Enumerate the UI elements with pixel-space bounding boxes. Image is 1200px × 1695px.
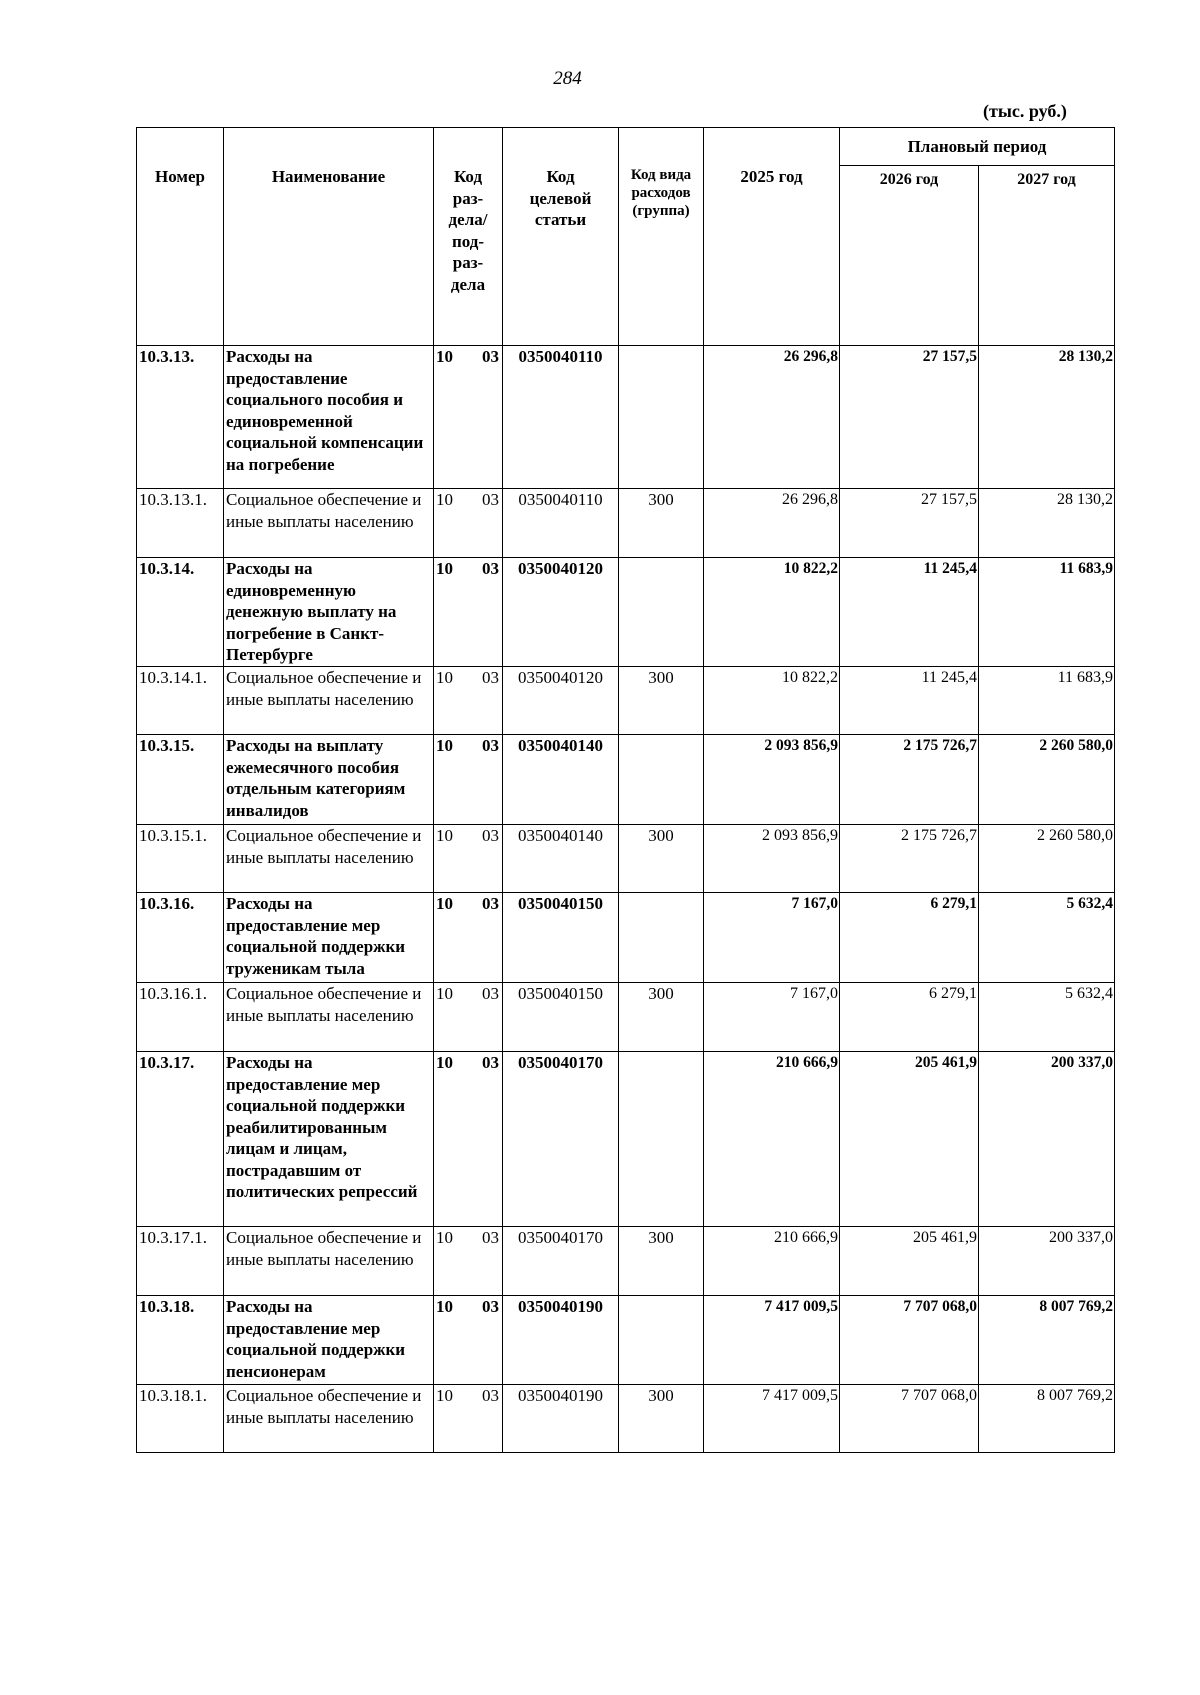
table-row	[137, 1227, 1115, 1296]
row-value-2026: 27 157,5	[840, 346, 979, 489]
header-2026: 2026 год	[840, 166, 979, 346]
row-name: Социальное обеспечение и иные выплаты населению	[224, 667, 434, 735]
row-target-code: 0350040170	[503, 1052, 619, 1227]
row-name: Расходы на единовременную денежную выплату на погребение в Санкт-Петербурге	[224, 558, 434, 667]
row-name: Социальное обеспечение и иные выплаты населению	[224, 489, 434, 558]
row-razdel-code	[434, 346, 503, 489]
row-number: 10.3.17.	[137, 1052, 224, 1227]
row-value-2027: 11 683,9	[979, 667, 1115, 735]
razdel-code: 10	[436, 1053, 453, 1072]
row-razdel-code	[434, 1296, 503, 1385]
row-target-code: 0350040190	[503, 1296, 619, 1385]
table-row	[137, 346, 1115, 489]
row-razdel-code	[434, 1227, 503, 1296]
table-row	[137, 489, 1115, 558]
row-target-code: 0350040120	[503, 667, 619, 735]
razdel-code: 10	[436, 894, 453, 913]
table-row	[137, 667, 1115, 735]
table-row	[137, 1052, 1115, 1227]
row-value-2026: 7 707 068,0	[840, 1296, 979, 1385]
row-target-code: 0350040150	[503, 893, 619, 983]
row-value-2027: 11 683,9	[979, 558, 1115, 667]
podrazdel-code: 03	[482, 736, 499, 755]
row-expense-type	[619, 346, 704, 489]
razdel-code: 10	[436, 736, 453, 755]
row-razdel-code	[434, 489, 503, 558]
row-number: 10.3.18.1.	[137, 1385, 224, 1453]
row-expense-type	[619, 1296, 704, 1385]
row-value-2026: 2 175 726,7	[840, 735, 979, 825]
row-number: 10.3.14.1.	[137, 667, 224, 735]
row-target-code: 0350040140	[503, 825, 619, 893]
table-body	[137, 346, 1115, 1453]
row-value-2025: 210 666,9	[704, 1227, 840, 1296]
row-target-code: 0350040170	[503, 1227, 619, 1296]
row-value-2025: 10 822,2	[704, 667, 840, 735]
row-value-2025: 2 093 856,9	[704, 735, 840, 825]
row-value-2027: 28 130,2	[979, 489, 1115, 558]
row-name: Социальное обеспечение и иные выплаты населению	[224, 983, 434, 1052]
row-expense-type	[619, 558, 704, 667]
razdel-code: 10	[436, 559, 453, 578]
row-razdel-code	[434, 983, 503, 1052]
table-row	[137, 1296, 1115, 1385]
header-number: Номер	[137, 128, 224, 346]
header-2025: 2025 год	[704, 128, 840, 346]
row-number: 10.3.18.	[137, 1296, 224, 1385]
row-value-2025: 7 167,0	[704, 983, 840, 1052]
podrazdel-code: 03	[482, 559, 499, 578]
row-value-2026: 2 175 726,7	[840, 825, 979, 893]
row-name: Расходы на выплату ежемесячного пособия отдельным категориям инвалидов	[224, 735, 434, 825]
row-expense-type	[619, 735, 704, 825]
row-value-2025: 26 296,8	[704, 489, 840, 558]
row-value-2026: 6 279,1	[840, 893, 979, 983]
row-razdel-code	[434, 825, 503, 893]
podrazdel-code: 03	[482, 894, 499, 913]
row-number: 10.3.15.	[137, 735, 224, 825]
podrazdel-code: 03	[482, 1228, 499, 1247]
row-expense-type	[619, 893, 704, 983]
row-name: Социальное обеспечение и иные выплаты населению	[224, 1227, 434, 1296]
row-number: 10.3.15.1.	[137, 825, 224, 893]
row-razdel-code	[434, 558, 503, 667]
podrazdel-code: 03	[482, 1053, 499, 1072]
row-name: Социальное обеспечение и иные выплаты населению	[224, 1385, 434, 1453]
row-value-2025: 10 822,2	[704, 558, 840, 667]
row-value-2026: 205 461,9	[840, 1052, 979, 1227]
podrazdel-code: 03	[482, 668, 499, 687]
row-value-2026: 27 157,5	[840, 489, 979, 558]
row-value-2027: 5 632,4	[979, 893, 1115, 983]
podrazdel-code: 03	[482, 1297, 499, 1316]
razdel-code: 10	[436, 1297, 453, 1316]
row-razdel-code	[434, 735, 503, 825]
podrazdel-code: 03	[482, 984, 499, 1003]
podrazdel-code: 03	[482, 826, 499, 845]
row-name: Расходы на предоставление мер социальной поддержки труженикам тыла	[224, 893, 434, 983]
razdel-code: 10	[436, 1228, 453, 1247]
row-number: 10.3.16.	[137, 893, 224, 983]
row-razdel-code	[434, 893, 503, 983]
row-value-2027: 2 260 580,0	[979, 735, 1115, 825]
row-expense-type: 300	[619, 489, 704, 558]
budget-table	[136, 127, 1115, 1453]
row-value-2027: 200 337,0	[979, 1227, 1115, 1296]
row-number: 10.3.13.1.	[137, 489, 224, 558]
razdel-code: 10	[436, 347, 453, 366]
table-row	[137, 558, 1115, 667]
row-target-code: 0350040110	[503, 346, 619, 489]
row-expense-type: 300	[619, 825, 704, 893]
row-number: 10.3.16.1.	[137, 983, 224, 1052]
row-number: 10.3.13.	[137, 346, 224, 489]
row-expense-type: 300	[619, 983, 704, 1052]
row-value-2027: 8 007 769,2	[979, 1296, 1115, 1385]
row-target-code: 0350040110	[503, 489, 619, 558]
row-target-code: 0350040150	[503, 983, 619, 1052]
row-value-2026: 6 279,1	[840, 983, 979, 1052]
row-value-2027: 28 130,2	[979, 346, 1115, 489]
row-value-2025: 7 417 009,5	[704, 1296, 840, 1385]
podrazdel-code: 03	[482, 347, 499, 366]
header-plan-period: Плановый период	[840, 128, 1115, 166]
page-number: 284	[553, 68, 582, 89]
table-row	[137, 1385, 1115, 1453]
table-header	[137, 128, 1115, 346]
row-value-2027: 8 007 769,2	[979, 1385, 1115, 1453]
header-name: Наименование	[224, 128, 434, 346]
row-value-2025: 7 417 009,5	[704, 1385, 840, 1453]
row-value-2025: 2 093 856,9	[704, 825, 840, 893]
row-value-2026: 11 245,4	[840, 667, 979, 735]
header-vid: Код вида расходов (группа)	[619, 128, 704, 346]
razdel-code: 10	[436, 984, 453, 1003]
row-name: Социальное обеспечение и иные выплаты населению	[224, 825, 434, 893]
row-value-2026: 205 461,9	[840, 1227, 979, 1296]
row-expense-type	[619, 1052, 704, 1227]
row-value-2026: 11 245,4	[840, 558, 979, 667]
row-target-code: 0350040190	[503, 1385, 619, 1453]
units-label: (тыс. руб.)	[983, 101, 1067, 121]
table-row	[137, 983, 1115, 1052]
table-row	[137, 893, 1115, 983]
table-row	[137, 825, 1115, 893]
row-value-2026: 7 707 068,0	[840, 1385, 979, 1453]
row-value-2027: 200 337,0	[979, 1052, 1115, 1227]
row-razdel-code	[434, 1052, 503, 1227]
header-2027: 2027 год	[979, 166, 1115, 346]
row-value-2027: 5 632,4	[979, 983, 1115, 1052]
row-expense-type: 300	[619, 1385, 704, 1453]
row-razdel-code	[434, 1385, 503, 1453]
header-razdel: Код раз-дела/ под-раз-дела	[434, 128, 503, 346]
razdel-code: 10	[436, 1386, 453, 1405]
razdel-code: 10	[436, 490, 453, 509]
row-value-2025: 26 296,8	[704, 346, 840, 489]
table-row	[137, 735, 1115, 825]
row-razdel-code	[434, 667, 503, 735]
row-expense-type: 300	[619, 667, 704, 735]
razdel-code: 10	[436, 826, 453, 845]
row-number: 10.3.14.	[137, 558, 224, 667]
row-name: Расходы на предоставление мер социальной поддержки пенсионерам	[224, 1296, 434, 1385]
row-name: Расходы на предоставление социального пособия и единовременной социальной компенсации на погребение	[224, 346, 434, 489]
row-expense-type: 300	[619, 1227, 704, 1296]
razdel-code: 10	[436, 668, 453, 687]
row-target-code: 0350040140	[503, 735, 619, 825]
row-value-2027: 2 260 580,0	[979, 825, 1115, 893]
row-name: Расходы на предоставление мер социальной поддержки реабилитированным лицам и лицам, пострадавшим от политических репрессий	[224, 1052, 434, 1227]
row-value-2025: 7 167,0	[704, 893, 840, 983]
podrazdel-code: 03	[482, 1386, 499, 1405]
row-value-2025: 210 666,9	[704, 1052, 840, 1227]
header-celevoy: Код целевой статьи	[503, 128, 619, 346]
podrazdel-code: 03	[482, 490, 499, 509]
row-number: 10.3.17.1.	[137, 1227, 224, 1296]
row-target-code: 0350040120	[503, 558, 619, 667]
